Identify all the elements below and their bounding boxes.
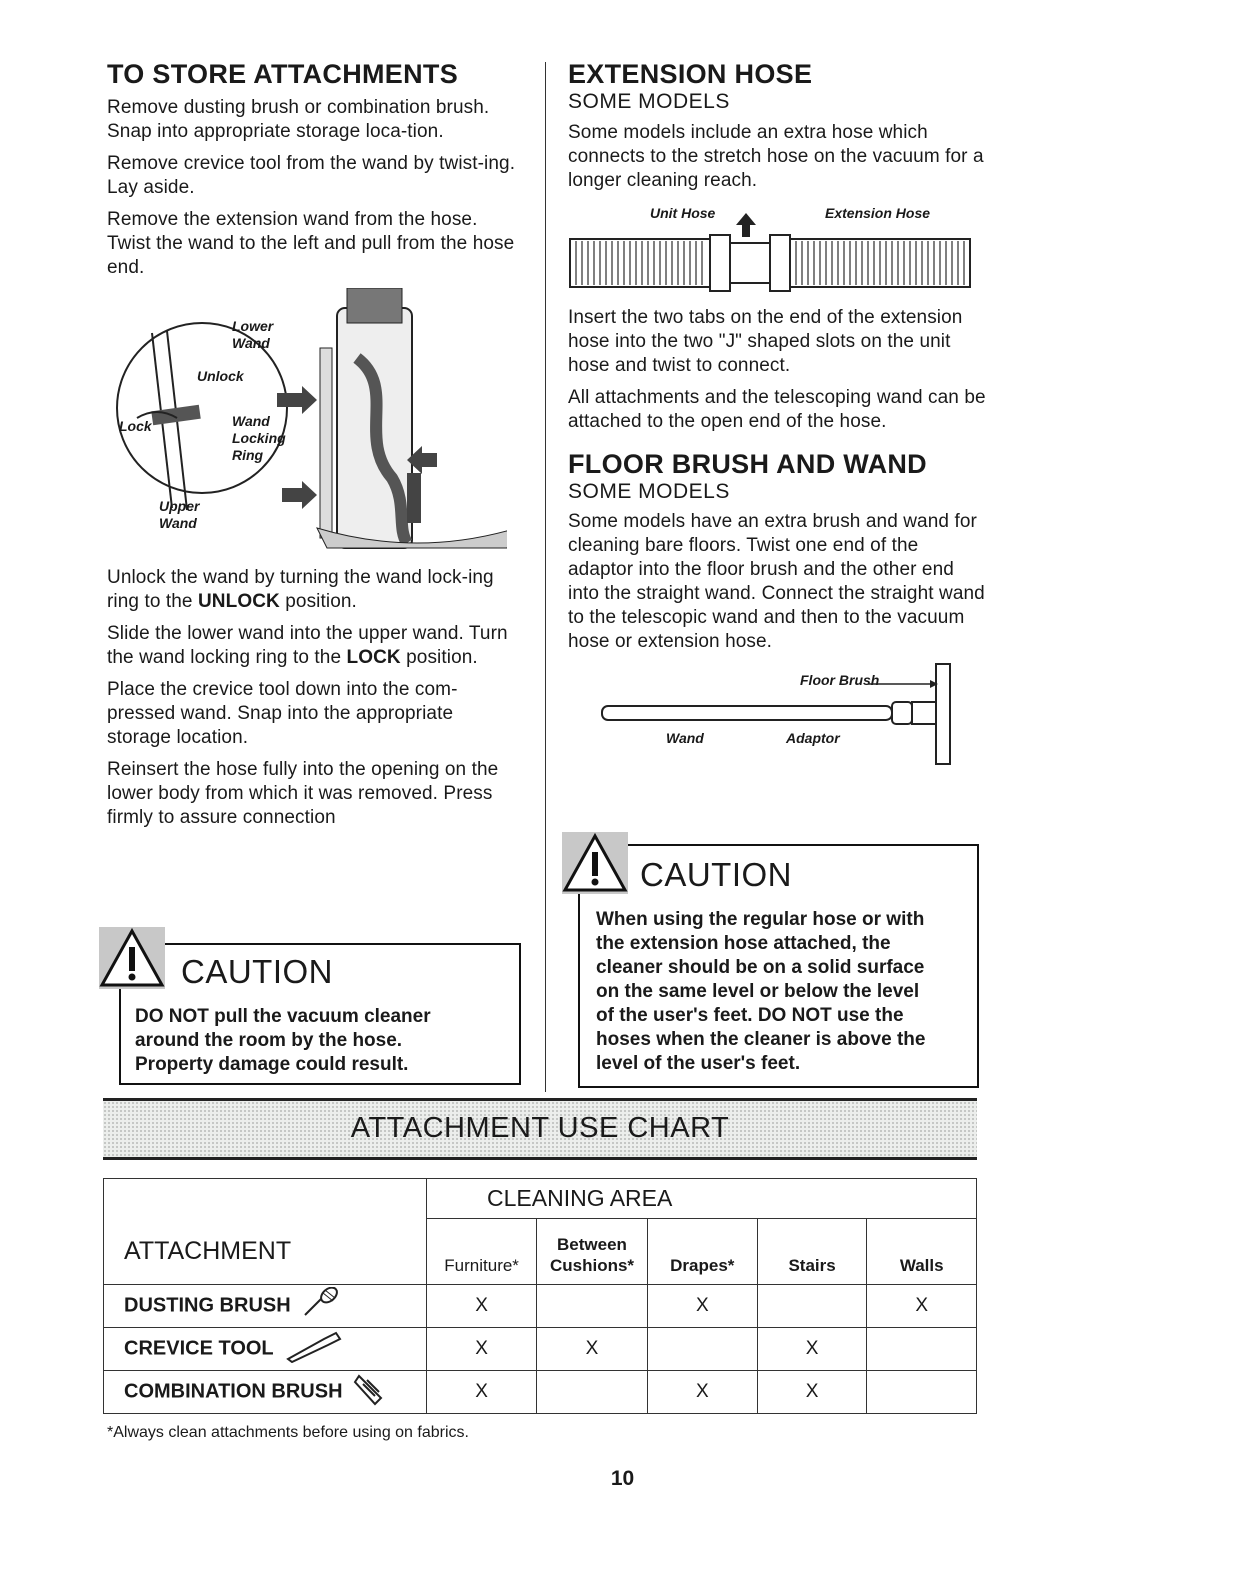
paragraph: Slide the lower wand into the upper wand. Turn the wand locking ring to the LOCK position.	[107, 623, 508, 669]
col-header-furniture: Furniture*	[427, 1219, 537, 1285]
label-wand: Wand	[666, 730, 704, 747]
section-title-extension-hose: EXTENSION HOSE	[568, 59, 813, 89]
floor-brush-illustration	[568, 662, 978, 772]
caution-box-right	[578, 844, 979, 1088]
table-cell: X	[537, 1328, 648, 1371]
left-column	[107, 58, 522, 838]
table-row	[104, 1285, 977, 1328]
table-cell	[867, 1371, 977, 1414]
paragraph: Insert the two tabs on the end of the extension hose into the two "J" shaped slots on the unit hose and twist to connect.	[568, 306, 963, 376]
table-cell	[537, 1371, 648, 1414]
table-cell	[647, 1328, 757, 1371]
caution-box-left	[119, 943, 521, 1085]
table-row	[104, 1328, 977, 1371]
hose-connection-illustration	[568, 201, 978, 306]
caution-text: When using the regular hose or with the extension hose attached, the cleaner should be on a solid surface on the same level or below the level of the user's feet. DO NOT use the hoses when the cleaner is above the level of the user's feet.	[596, 909, 926, 1074]
caution-title: CAUTION	[640, 856, 792, 893]
paragraph: Some models include an extra hose which connects to the stretch hose on the vacuum for a longer cleaning reach.	[568, 121, 984, 191]
table-cell	[867, 1328, 977, 1371]
section-subtitle: SOME MODELS	[568, 479, 730, 503]
table-cell: X	[427, 1285, 537, 1328]
column-divider	[545, 62, 546, 1092]
combination-brush-icon	[353, 1372, 389, 1406]
floor-brush-figure	[568, 662, 978, 772]
paragraph: Remove the extension wand from the hose. Twist the wand to the left and pull from the hose end.	[107, 209, 515, 279]
col-header-drapes: Drapes*	[647, 1219, 757, 1285]
section-title-floor-brush: FLOOR BRUSH AND WAND	[568, 448, 927, 479]
right-column	[568, 58, 988, 772]
cleaning-area-header: CLEANING AREA	[427, 1179, 977, 1219]
crevice-tool-icon	[284, 1329, 344, 1363]
label-adaptor: Adaptor	[786, 730, 840, 747]
wand-lock-figure	[107, 288, 507, 560]
paragraph: All attachments and the telescoping wand can be attached to the open end of the hose.	[568, 386, 986, 432]
table-cell	[757, 1285, 867, 1328]
table-cell: X	[647, 1285, 757, 1328]
table-cell: X	[757, 1328, 867, 1371]
label-unlock: Unlock	[197, 368, 244, 385]
extension-hose-figure	[568, 201, 978, 306]
paragraph: Remove dusting brush or combination brush. Snap into appropriate storage loca-tion.	[107, 97, 490, 143]
table-cell: X	[647, 1371, 757, 1414]
attachment-use-table	[103, 1178, 977, 1414]
section-subtitle: SOME MODELS	[568, 90, 730, 114]
table-cell: X	[757, 1371, 867, 1414]
dusting-brush-icon	[301, 1287, 341, 1319]
caution-text: DO NOT pull the vacuum cleaner around the room by the hose. Property damage could result.	[135, 1006, 431, 1075]
label-floor-brush: Floor Brush	[800, 672, 880, 689]
label-wand-locking-ring: Wand Locking Ring	[232, 413, 286, 464]
attachment-name-cell: COMBINATION BRUSH	[104, 1371, 427, 1414]
footnote: *Always clean attachments before using on fabrics.	[107, 1424, 469, 1441]
paragraph: Reinsert the hose fully into the opening on the lower body from which it was removed. Press firmly to assure connection	[107, 759, 499, 829]
attachment-chart-banner	[103, 1098, 977, 1160]
label-lower-wand: Lower Wand	[232, 318, 274, 352]
col-header-walls: Walls	[867, 1219, 977, 1285]
table-cell: X	[427, 1371, 537, 1414]
col-header-between-cushions: Between Cushions*	[537, 1219, 648, 1285]
warning-icon	[99, 927, 165, 989]
paragraph: Some models have an extra brush and wand for cleaning bare floors. Twist one end of the adaptor into the floor brush and the other end into the straight wand. Connect the straight wand to the telescopic wand and then to the vacuum hose or extension hose.	[568, 511, 985, 653]
label-upper-wand: Upper Wand	[159, 498, 200, 532]
paragraph: Remove crevice tool from the wand by twist-ing. Lay aside.	[107, 153, 516, 199]
warning-icon	[562, 832, 628, 894]
col-header-stairs: Stairs	[757, 1219, 867, 1285]
table-cell: X	[427, 1328, 537, 1371]
table-cell: X	[867, 1285, 977, 1328]
paragraph: Place the crevice tool down into the com-pressed wand. Snap into the appropriate storage location.	[107, 679, 458, 749]
table-row	[104, 1371, 977, 1414]
section-title-store-attachments: TO STORE ATTACHMENTS	[107, 59, 459, 89]
label-extension-hose: Extension Hose	[825, 204, 931, 221]
chart-title: ATTACHMENT USE CHART	[350, 1112, 730, 1144]
label-unit-hose: Unit Hose	[650, 204, 716, 221]
attachment-header: ATTACHMENT	[104, 1219, 427, 1285]
page-number: 10	[610, 1467, 635, 1490]
attachment-name-cell: CREVICE TOOL	[104, 1328, 427, 1371]
label-lock: Lock	[119, 418, 152, 435]
caution-title: CAUTION	[181, 953, 333, 990]
table-corner	[104, 1179, 427, 1219]
paragraph: Unlock the wand by turning the wand lock-ing ring to the UNLOCK position.	[107, 567, 494, 613]
table-cell	[537, 1285, 648, 1328]
attachment-name-cell: DUSTING BRUSH	[104, 1285, 427, 1328]
